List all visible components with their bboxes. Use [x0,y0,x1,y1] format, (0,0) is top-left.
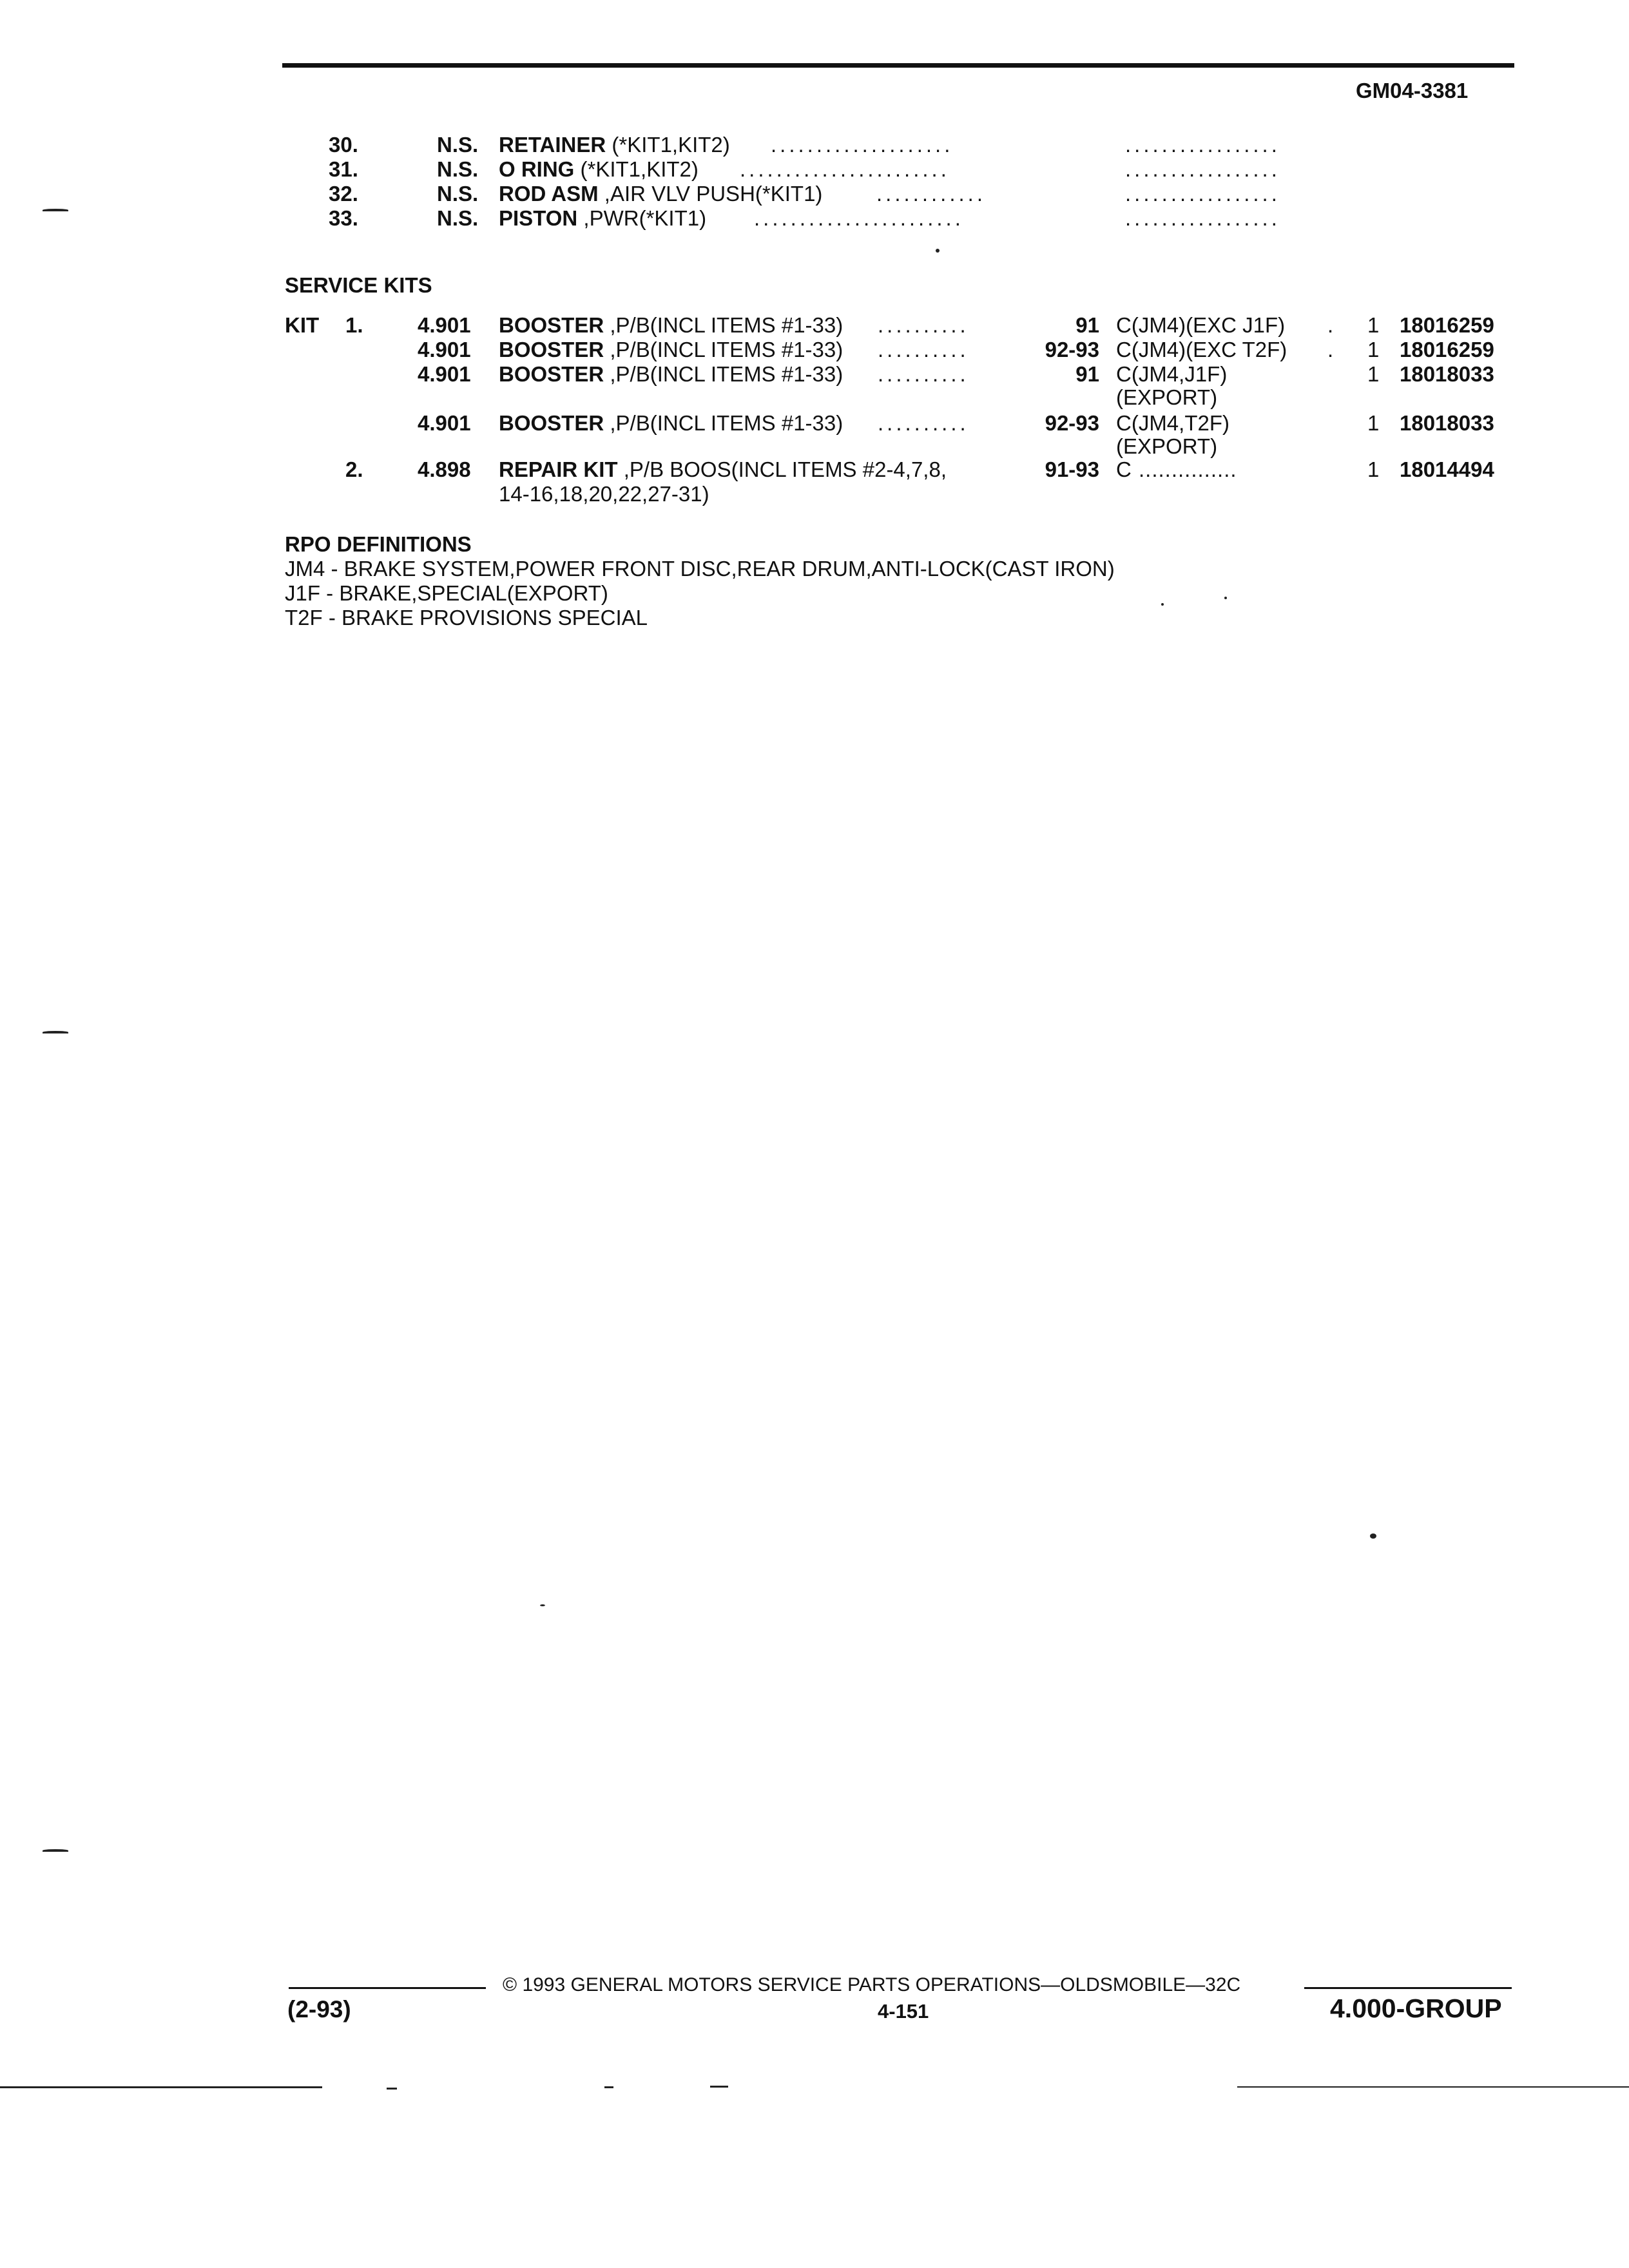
kit-application: C(JM4,J1F) [1116,362,1228,386]
item-name: PISTON [499,206,578,230]
section-title-rpo: RPO DEFINITIONS [285,532,472,556]
punch-hole-mark [43,209,68,211]
kit-description [499,411,843,436]
leader-dots: ....................... [740,157,950,181]
kit-number: 2. [345,457,363,481]
kit-ref: 4.901 [418,411,471,435]
footer-page-number: 4-151 [878,2000,929,2023]
scan-mark [604,2086,613,2088]
rpo-definition-j1f: J1F - BRAKE,SPECIAL(EXPORT) [285,581,608,605]
kit-part-number: 18016259 [1400,313,1494,337]
kit-desc: ,P/B(INCL ITEMS #1-33) [604,411,843,435]
footer-rule-right [1304,1987,1512,1989]
kit-application: C ............... [1116,457,1237,481]
leader-dots: ................. [1125,133,1280,157]
kit-name: BOOSTER [499,362,604,386]
footer-copyright: © 1993 GENERAL MOTORS SERVICE PARTS OPERATIONS—OLDSMOBILE—32C [503,1974,1241,1995]
punch-hole-mark [43,1031,68,1033]
item-desc: ,AIR VLV PUSH(*KIT1) [598,182,823,206]
scan-speck [1370,1533,1376,1539]
scan-speck [1161,603,1164,606]
leader-dots: .......... [878,313,969,337]
kit-ref: 4.901 [418,362,471,386]
footer-rule-left [289,1987,486,1989]
kit-quantity: 1 [1367,313,1380,337]
kit-application-cont: (EXPORT) [1116,434,1218,458]
leader-dots: ................. [1125,157,1280,181]
kit-part-number: 18018033 [1400,362,1494,386]
kit-application: C(JM4,T2F) [1116,411,1229,435]
top-rule [282,63,1514,68]
item-name: ROD ASM [499,182,599,206]
footer-group: 4.000-GROUP [1330,1994,1502,2023]
item-ref: N.S. [437,182,479,206]
rpo-definition-jm4: JM4 - BRAKE SYSTEM,POWER FRONT DISC,REAR DRUM,ANTI-LOCK(CAST IRON) [285,557,1115,581]
item-description [499,206,706,231]
kit-part-number: 18014494 [1400,457,1494,481]
kit-quantity: 1 [1367,338,1380,361]
leader-dot: . [1327,313,1334,337]
kit-name: BOOSTER [499,338,604,361]
rpo-definition-t2f: T2F - BRAKE PROVISIONS SPECIAL [285,606,648,629]
kit-ref: 4.901 [418,338,471,361]
item-desc: ,PWR(*KIT1) [577,206,707,230]
leader-dots: .................... [771,133,954,157]
item-ref: N.S. [437,157,479,181]
kit-ref: 4.898 [418,457,471,481]
footer-date: (2-93) [287,1996,351,2023]
leader-dots: ................. [1125,182,1280,206]
leader-dots: .......... [878,411,969,435]
kit-desc: ,P/B BOOS(INCL ITEMS #2-4,7,8, [617,457,947,481]
scan-speck [1224,597,1227,599]
kit-name: BOOSTER [499,411,604,435]
item-number: 33. [329,206,358,230]
kit-ref: 4.901 [418,313,471,337]
item-desc: (*KIT1,KIT2) [574,157,699,181]
kit-application: C(JM4)(EXC T2F) [1116,338,1287,361]
kit-part-number: 18018033 [1400,411,1494,435]
leader-dots: ................. [1125,206,1280,230]
scan-speck [936,249,940,253]
kit-years: 91 [1075,362,1099,386]
item-number: 32. [329,182,358,206]
kit-name: REPAIR KIT [499,457,618,481]
section-title-service-kits: SERVICE KITS [285,273,432,297]
leader-dots: .......... [878,338,969,361]
kit-years: 91-93 [1045,457,1099,481]
kit-description [499,338,843,362]
kit-quantity: 1 [1367,362,1380,386]
item-number: 30. [329,133,358,157]
item-name: O RING [499,157,575,181]
item-description [499,133,730,157]
kit-quantity: 1 [1367,411,1380,435]
scan-mark [387,2088,397,2090]
scan-edge-line [0,2086,322,2088]
kit-description [499,362,843,387]
kit-years: 91 [1075,313,1099,337]
item-number: 31. [329,157,358,181]
scan-mark [710,2086,728,2088]
kit-years: 92-93 [1045,338,1099,361]
kit-description-cont: 14-16,18,20,22,27-31) [499,482,709,506]
item-desc: (*KIT1,KIT2) [606,133,730,157]
kit-description [499,313,843,338]
kit-number: 1. [345,313,363,337]
scan-edge-line [1237,2086,1629,2088]
leader-dots: ............ [876,182,987,206]
item-name: RETAINER [499,133,606,157]
item-ref: N.S. [437,133,479,157]
punch-hole-mark [43,1849,68,1852]
kit-application-cont: (EXPORT) [1116,385,1218,409]
kit-desc: ,P/B(INCL ITEMS #1-33) [604,362,843,386]
kit-part-number: 18016259 [1400,338,1494,361]
kit-label: KIT [285,313,320,337]
leader-dot: . [1327,338,1334,361]
item-description [499,182,822,206]
kit-quantity: 1 [1367,457,1380,481]
scan-speck [540,1604,545,1606]
kit-application: C(JM4)(EXC J1F) [1116,313,1286,337]
kit-desc: ,P/B(INCL ITEMS #1-33) [604,313,843,337]
leader-dots: ....................... [754,206,964,230]
kit-name: BOOSTER [499,313,604,337]
catalog-code: GM04-3381 [1356,79,1469,102]
kit-years: 92-93 [1045,411,1099,435]
leader-dots: .......... [878,362,969,386]
kit-description [499,457,947,482]
item-description [499,157,699,182]
item-ref: N.S. [437,206,479,230]
kit-desc: ,P/B(INCL ITEMS #1-33) [604,338,843,361]
